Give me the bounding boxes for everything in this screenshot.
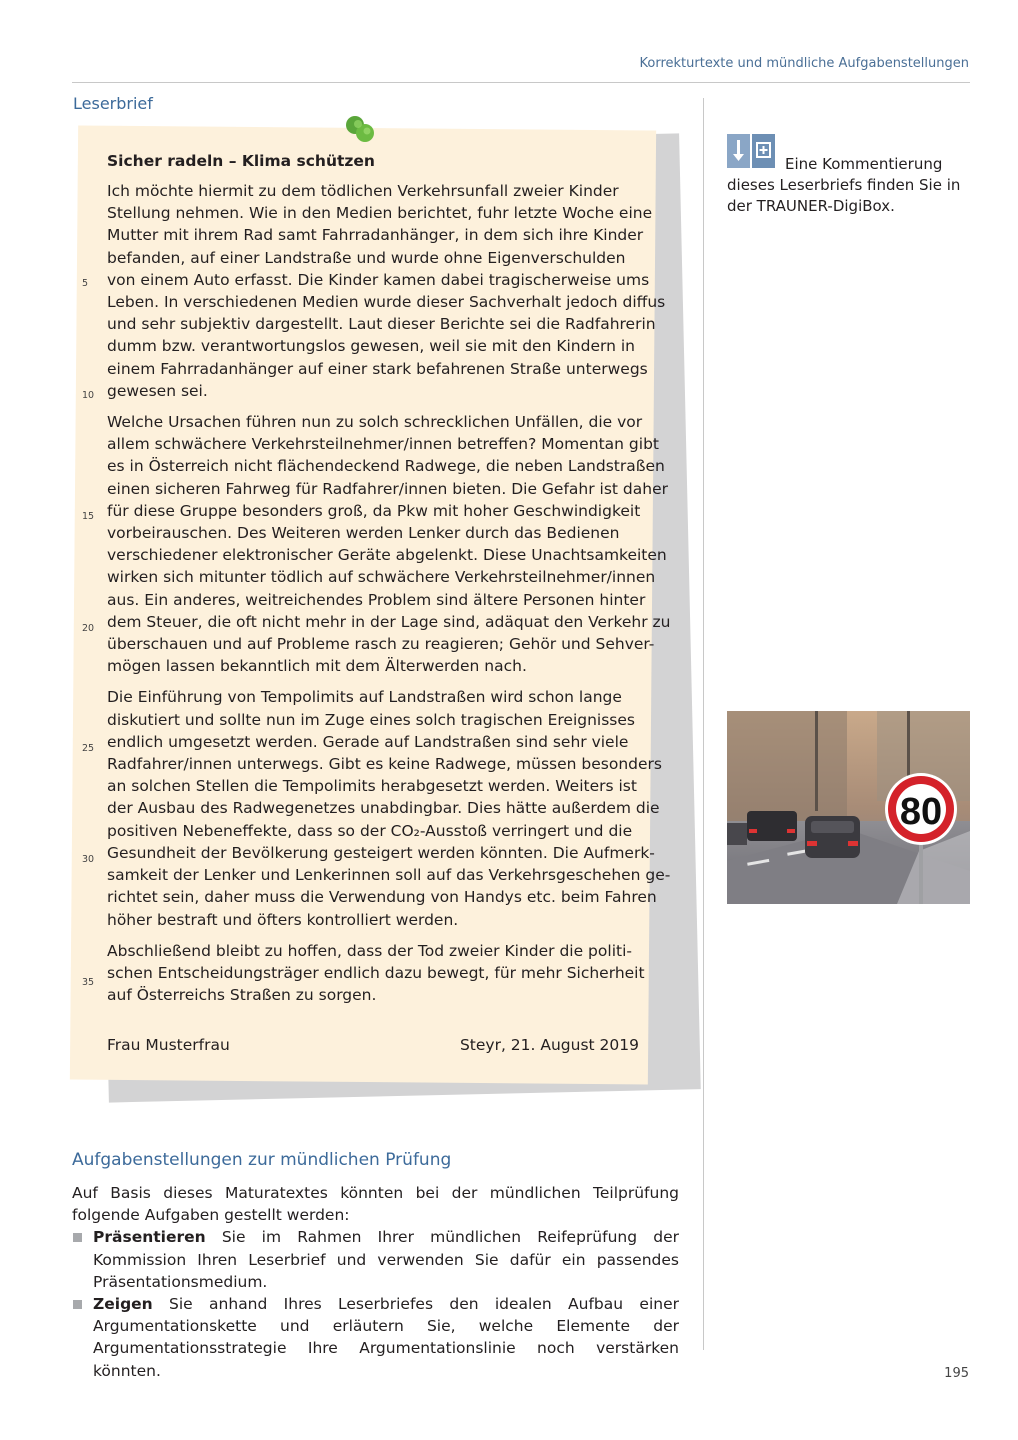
letter-line: von einem Auto erfasst. Die Kinder kamen dabei tragischerweise ums [107, 270, 650, 289]
letter-line: einen sicheren Fahrweg für Radfahrer/innen bieten. Die Gefahr ist daher [107, 479, 668, 498]
letter-line: befanden, auf einer Landstraße und wurde ohne Eigenverschulden [107, 248, 626, 267]
section-title: Leserbrief [73, 94, 153, 113]
letter-line: Die Einführung von Tempolimits auf Landstraßen wird schon lange [107, 688, 622, 707]
letter-line: endlich umgesetzt werden. Gerade auf Landstraßen sind sehr viele [107, 732, 629, 751]
speed-sign-text: 80 [899, 791, 943, 833]
header-rule [72, 82, 970, 83]
column-divider [703, 98, 704, 1350]
letter-line: gewesen sei. [107, 381, 208, 400]
page-number: 195 [944, 1366, 969, 1381]
letter-paragraph [107, 686, 671, 930]
digibox-note [727, 154, 967, 217]
letter-line: diskutiert und sollte nun im Zuge eines solch tragischen Ereignisses [107, 710, 635, 729]
letter-line: auf Österreichs Straßen zu sorgen. [107, 986, 377, 1005]
letter-paragraph [107, 411, 671, 677]
letter-line: richtet sein, daher muss die Verwendung von Handys etc. beim Fahren [107, 888, 657, 907]
letter-line: dumm bzw. verantwortungslos gewesen, weil sie mit den Kindern in [107, 337, 635, 356]
line-number: 35 [82, 977, 95, 988]
letter-line: Welche Ursachen führen nun zu solch schrecklichen Unfällen, die vor [107, 413, 643, 432]
letter-line: höher bestraft und öfters kontrolliert werden. [107, 910, 459, 929]
letter-line: vorbeirauschen. Des Weiteren werden Lenker durch das Bedienen [107, 524, 620, 543]
task-text: Sie anhand Ihres Leserbriefes den idealen Aufbau einer Argumentationskette und erläutern Sie, welche Elemente der Argumentationsstrategie Ihre Argumentationslinie noch verstärken könnten. [93, 1295, 679, 1380]
letter-line: samkeit der Lenker und Lenkerinnen soll auf das Verkehrsgeschehen ge- [107, 866, 671, 885]
tasks-title: Aufgabenstellungen zur mündlichen Prüfung [72, 1150, 452, 1170]
line-number: 10 [82, 390, 95, 401]
letter-line: allem schwächere Verkehrsteilnehmer/innen betreffen? Momentan gibt [107, 435, 659, 454]
task-keyword: Zeigen [93, 1295, 153, 1314]
letter-line: wirken sich mitunter tödlich auf schwächere Verkehrsteilnehmer/innen [107, 568, 656, 587]
letter-line: Gesundheit der Bevölkerung gesteigert werden könnten. Die Aufmerk- [107, 843, 655, 862]
letter-line: Mutter mit ihrem Rad samt Fahrradanhänger, in dem sich ihre Kinder [107, 226, 644, 245]
letter-line: schen Entscheidungsträger endlich dazu bewegt, für mehr Sicherheit [107, 963, 645, 982]
letter-line: Ich möchte hiermit zu dem tödlichen Verkehrsunfall zweier Kinder [107, 182, 619, 200]
letter-paragraph [107, 180, 666, 402]
task-text: Sie im Rahmen Ihrer mündlichen Reifeprüfung der Kommission Ihren Leserbrief und verwenden Sie dafür ein passendes Präsentationsmedium. [93, 1228, 679, 1291]
letter-line: positiven Nebeneffekte, dass so der CO₂-Ausstoß verringert und die [107, 821, 633, 840]
letter-line: verschiedener elektronischer Geräte abgelenkt. Diese Unachtsamkeiten [107, 546, 667, 565]
task-keyword: Präsentieren [93, 1228, 206, 1247]
letter-line: Abschließend bleibt zu hoffen, dass der Tod zweier Kinder die politi- [107, 941, 632, 960]
signature-name: Frau Musterfrau [107, 1036, 230, 1054]
letter-line: der Ausbau des Radwegenetzes unabdingbar. Dies hätte außerdem die [107, 799, 660, 818]
letter-title: Sicher radeln – Klima schützen [107, 152, 375, 170]
letter-paragraph [107, 940, 645, 1007]
letter-line: überschauen und auf Probleme rasch zu reagieren; Gehör und Sehver- [107, 635, 655, 654]
tasks-body [72, 1182, 679, 1382]
letter-signature [107, 1036, 639, 1054]
letter-body [107, 150, 671, 1015]
line-number: 5 [82, 278, 89, 289]
pin-icon [344, 113, 376, 147]
tasks-intro: Auf Basis dieses Maturatextes könnten bei der mündlichen Teilprüfung folgende Aufgaben gestellt werden: [72, 1184, 679, 1225]
letter-line: für diese Gruppe besonders groß, da Pkw mit hoher Geschwindigkeit [107, 501, 641, 520]
letter-line: es in Österreich nicht flächendeckend Radwege, die neben Landstraßen [107, 457, 665, 476]
letter-line: dem Steuer, die oft nicht mehr in der Lage sind, adäquat den Verkehr zu [107, 612, 671, 631]
speed-limit-photo [727, 711, 970, 904]
letter-line: Radfahrer/innen unterwegs. Gibt es keine Radwege, müssen besonders [107, 755, 662, 774]
letter-line: Leben. In verschiedenen Medien wurde dieser Sachverhalt jedoch diffus [107, 293, 666, 312]
letter-line: aus. Ein anderes, weitreichendes Problem sind ältere Personen hinter [107, 590, 646, 609]
running-header: Korrekturtexte und mündliche Aufgabenstellungen [639, 56, 969, 71]
line-number: 30 [82, 854, 95, 865]
task-item [72, 1226, 679, 1293]
tasks-list [72, 1226, 679, 1381]
line-number: 15 [82, 511, 95, 522]
digibox-note-text: Eine Kommentierung dieses Leserbriefs finden Sie in der TRAUNER-DigiBox. [727, 155, 961, 215]
letter-line: und sehr subjektiv dargestellt. Laut dieser Berichte sei die Radfahrerin [107, 315, 656, 334]
line-number: 20 [82, 623, 95, 634]
letter-line: an solchen Stellen die Tempolimits herabgesetzt werden. Weiters ist [107, 777, 637, 796]
signature-place-date: Steyr, 21. August 2019 [459, 1036, 639, 1054]
letter-line: Stellung nehmen. Wie in den Medien berichtet, fuhr letzte Woche eine [107, 204, 653, 223]
line-number: 25 [82, 743, 95, 754]
letter-line: mögen lassen bekanntlich mit dem Älterwerden nach. [107, 657, 527, 676]
task-item [72, 1293, 679, 1382]
letter-line: einem Fahrradanhänger auf einer stark befahrenen Straße unterwegs [107, 359, 648, 378]
